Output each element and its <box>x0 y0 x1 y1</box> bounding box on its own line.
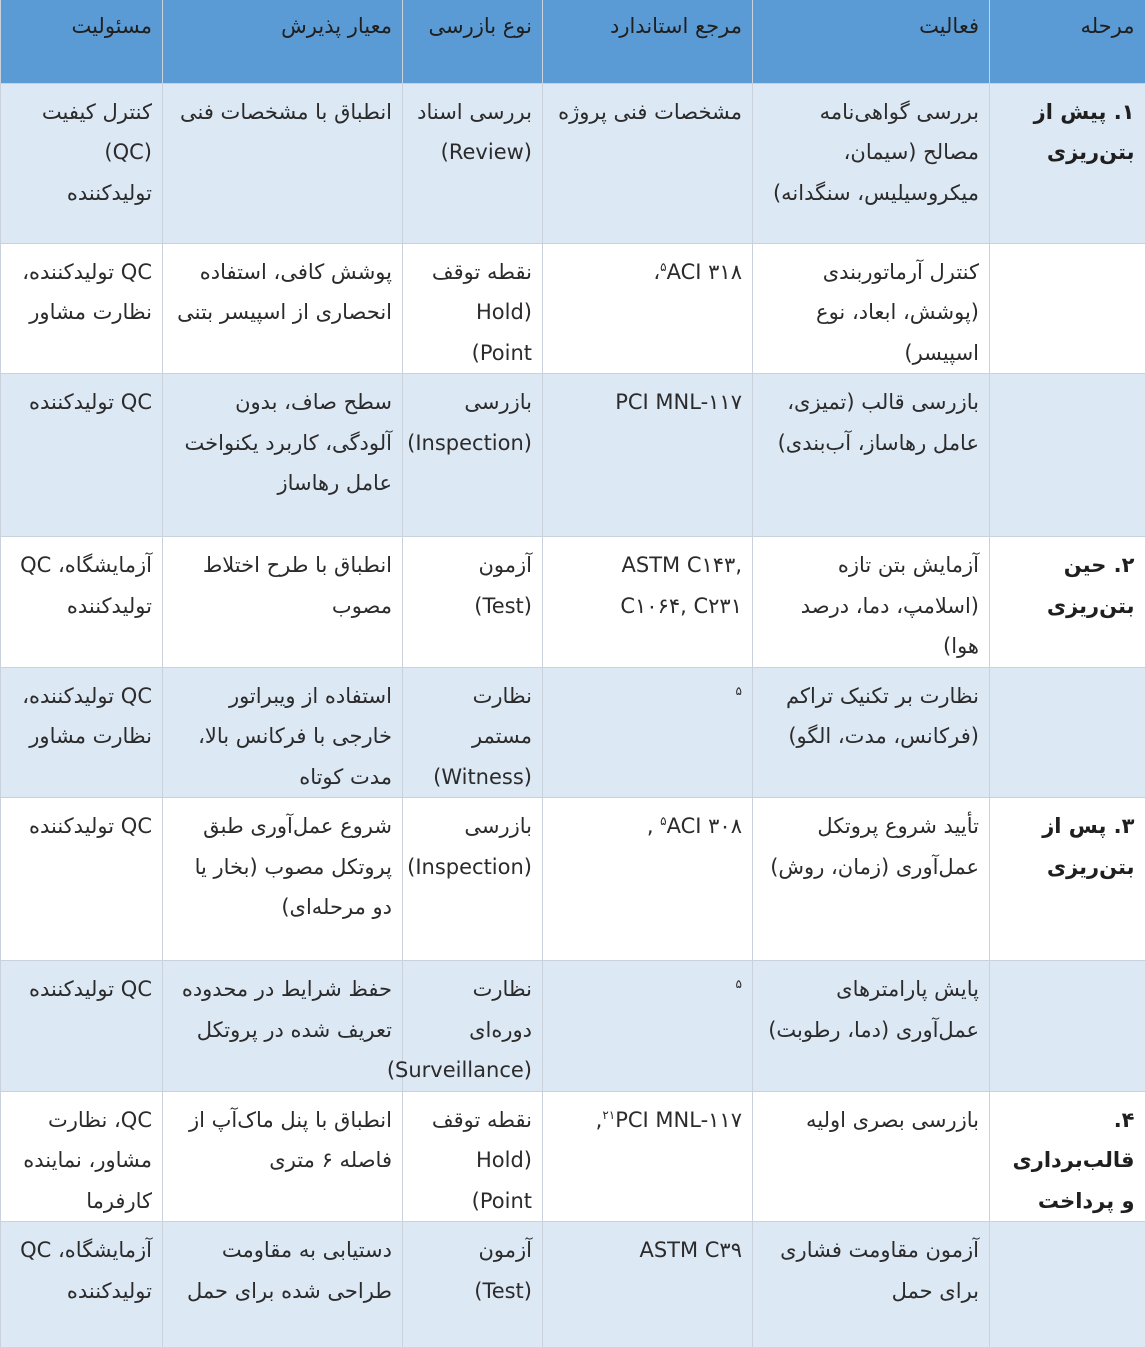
cell-reference <box>543 1222 753 1347</box>
cell-stage <box>990 667 1145 798</box>
table-row <box>1 667 1145 798</box>
cell-activity: پایش پارامترهای عمل‌آوری (دما، رطوبت) <box>753 961 990 1092</box>
cell-acceptance: انطباق با پنل ماک‌آپ از فاصله ۶ متری <box>163 1091 403 1222</box>
cell-acceptance: حفظ شرایط در محدوده تعریف شده در پروتکل <box>163 961 403 1092</box>
table-row <box>1 243 1145 374</box>
table-row <box>1 83 1145 243</box>
table-row <box>1 374 1145 537</box>
reference-text: ACI ۳۱۸، <box>653 259 742 284</box>
cell-acceptance: دستیابی به مقاومت طراحی شده برای حمل <box>163 1222 403 1347</box>
cell-reference <box>543 374 753 537</box>
cell-reference <box>543 798 753 961</box>
cell-activity: تأیید شروع پروتکل عمل‌آوری (زمان، روش) <box>753 798 990 961</box>
table-body <box>1 83 1145 1347</box>
cell-responsibility: QC تولیدکننده <box>1 961 163 1092</box>
cell-stage: ۲. حین بتن‌ریزی <box>990 537 1145 668</box>
cell-stage <box>990 961 1145 1092</box>
cell-inspection-type: نقطه توقف (Hold Point) <box>403 243 543 374</box>
cell-responsibility: آزمایشگاه، QC تولیدکننده <box>1 1222 163 1347</box>
reference-text: ASTM C۱۴۳, C۱۰۶۴, C۲۳۱ <box>620 553 742 618</box>
table-row <box>1 1222 1145 1347</box>
header-activity: فعالیت <box>753 0 990 83</box>
reference-footnote: ۵ <box>660 259 667 274</box>
cell-reference <box>543 83 753 243</box>
cell-inspection-type: بازرسی (Inspection) <box>403 798 543 961</box>
header-reference: مرجع استاندارد <box>543 0 753 83</box>
header-inspection-type: نوع بازرسی <box>403 0 543 83</box>
cell-acceptance: سطح صاف، بدون آلودگی، کاربرد یکنواخت عامل رهاساز <box>163 374 403 537</box>
reference-text: ACI ۳۰۸ , <box>646 814 742 838</box>
reference-footnote: ۲۱ <box>602 1107 616 1122</box>
cell-stage: ۴. قالب‌برداری و پرداخت <box>990 1091 1145 1222</box>
cell-reference <box>543 961 753 1092</box>
cell-stage: ۱. پیش از بتن‌ریزی <box>990 83 1145 243</box>
table-row <box>1 798 1145 961</box>
cell-responsibility: آزمایشگاه، QC تولیدکننده <box>1 537 163 668</box>
cell-acceptance: انطباق با طرح اختلاط مصوب <box>163 537 403 668</box>
cell-acceptance: انطباق با مشخصات فنی <box>163 83 403 243</box>
cell-inspection-type: نظارت مستمر (Witness) <box>403 667 543 798</box>
cell-activity: بازرسی بصری اولیه <box>753 1091 990 1222</box>
reference-footnote: ۵ <box>660 814 667 828</box>
cell-stage: ۳. پس از بتن‌ریزی <box>990 798 1145 961</box>
cell-inspection-type: بررسی اسناد (Review) <box>403 83 543 243</box>
cell-inspection-type: بازرسی (Inspection) <box>403 374 543 537</box>
cell-reference <box>543 667 753 798</box>
cell-activity: آزمایش بتن تازه (اسلامپ، دما، درصد هوا) <box>753 537 990 668</box>
reference-text: PCI MNL-۱۱۷, <box>595 1107 742 1132</box>
header-acceptance: معیار پذیرش <box>163 0 403 83</box>
cell-reference <box>543 1091 753 1222</box>
cell-responsibility: QC تولیدکننده <box>1 798 163 961</box>
table-row <box>1 537 1145 668</box>
cell-responsibility: کنترل کیفیت (QC) تولیدکننده <box>1 83 163 243</box>
header-stage: مرحله <box>990 0 1145 83</box>
cell-stage <box>990 243 1145 374</box>
cell-inspection-type: نظارت دوره‌ای (Surveillance) <box>403 961 543 1092</box>
cell-acceptance: پوشش کافی، استفاده انحصاری از اسپیسر بتنی <box>163 243 403 374</box>
cell-activity: کنترل آرماتوربندی (پوشش، ابعاد، نوع اسپیسر) <box>753 243 990 374</box>
cell-activity: بازرسی قالب (تمیزی، عامل رهاساز، آب‌بندی) <box>753 374 990 537</box>
cell-reference <box>543 537 753 668</box>
table-row <box>1 1091 1145 1222</box>
reference-text: مشخصات فنی پروژه <box>558 99 742 124</box>
cell-activity: بررسی گواهی‌نامه مصالح (سیمان، میکروسیلیس، سنگدانه) <box>753 83 990 243</box>
header-row <box>1 0 1145 83</box>
table-row <box>1 961 1145 1092</box>
cell-responsibility: QC تولیدکننده، نظارت مشاور <box>1 667 163 798</box>
cell-stage <box>990 1222 1145 1347</box>
reference-footnote: ۵ <box>735 977 742 991</box>
cell-inspection-type: آزمون (Test) <box>403 537 543 668</box>
reference-text: ASTM C۳۹ <box>639 1238 742 1262</box>
cell-reference <box>543 243 753 374</box>
cell-activity: آزمون مقاومت فشاری برای حمل <box>753 1222 990 1347</box>
cell-responsibility: QC تولیدکننده، نظارت مشاور <box>1 243 163 374</box>
cell-inspection-type: آزمون (Test) <box>403 1222 543 1347</box>
cell-responsibility: QC، نظارت مشاور، نماینده کارفرما <box>1 1091 163 1222</box>
reference-text: PCI MNL-۱۱۷ <box>615 390 742 414</box>
cell-inspection-type: نقطه توقف (Hold Point) <box>403 1091 543 1222</box>
cell-acceptance: استفاده از ویبراتور خارجی با فرکانس بالا، مدت کوتاه <box>163 667 403 798</box>
reference-footnote: ۵ <box>735 683 742 698</box>
cell-stage <box>990 374 1145 537</box>
cell-acceptance: شروع عمل‌آوری طبق پروتکل مصوب (بخار یا دو مرحله‌ای) <box>163 798 403 961</box>
cell-responsibility: QC تولیدکننده <box>1 374 163 537</box>
cell-activity: نظارت بر تکنیک تراکم (فرکانس، مدت، الگو) <box>753 667 990 798</box>
header-responsibility: مسئولیت <box>1 0 163 83</box>
